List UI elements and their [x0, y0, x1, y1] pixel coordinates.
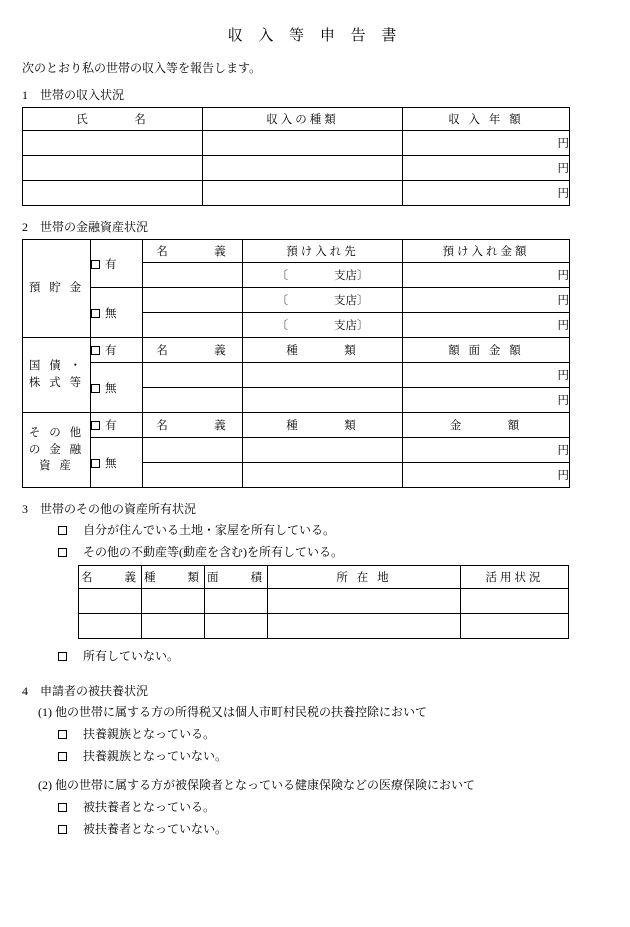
section-4-number: 4: [22, 684, 28, 698]
cell-name[interactable]: [143, 388, 243, 413]
cell-kind[interactable]: [243, 363, 403, 388]
cell-name[interactable]: [23, 156, 203, 181]
section-3-number: 3: [22, 502, 28, 516]
checkbox-label: 無: [105, 382, 117, 395]
group-label-other-assets: [23, 413, 91, 488]
cell-amount[interactable]: 円: [403, 363, 570, 388]
table-header-row: [23, 240, 570, 263]
checkbox-label: 扶養親族となっていない。: [83, 749, 228, 763]
checkbox-icon[interactable]: [58, 652, 67, 661]
checkbox-label: 自分が住んでいる土地・家屋を所有している。: [83, 523, 336, 537]
checkbox-icon[interactable]: [58, 548, 67, 557]
checkbox-icon[interactable]: [58, 803, 67, 812]
cell-branch[interactable]: 〔 支店〕: [243, 288, 403, 313]
col-name: 名 義: [143, 240, 243, 263]
col-name: 氏 名: [23, 108, 203, 131]
cell-kind[interactable]: [142, 589, 205, 614]
cell-name[interactable]: [79, 614, 142, 639]
checkbox-no-property[interactable]: [58, 647, 630, 664]
cell-amount[interactable]: 円: [403, 131, 570, 156]
section-1-number: 1: [22, 88, 28, 102]
checkbox-icon[interactable]: [91, 459, 100, 468]
section-4-title: 申請者の被扶養状況: [40, 684, 149, 698]
sub2-title: 他の世帯に属する方が被保険者となっている健康保険などの医療保険において: [55, 778, 476, 792]
cell-name[interactable]: [143, 363, 243, 388]
checkbox-other-no[interactable]: [91, 438, 143, 488]
checkbox-icon[interactable]: [91, 384, 100, 393]
checkbox-icon[interactable]: [91, 421, 100, 430]
cell-branch[interactable]: 〔 支店〕: [243, 263, 403, 288]
cell-amount[interactable]: 円: [403, 438, 570, 463]
col-kind: 種 類: [243, 338, 403, 363]
checkbox-tax-dependent-no[interactable]: [58, 747, 630, 764]
table-row[interactable]: [23, 288, 570, 313]
col-usage-status: 活用状況: [461, 566, 569, 589]
checkbox-other-yes[interactable]: [91, 413, 143, 438]
col-deposit-place: 預け入れ先: [243, 240, 403, 263]
page-title: 収 入 等 申 告 書: [227, 28, 403, 44]
checkbox-label: 被扶養者となっていない。: [83, 822, 228, 836]
cell-status[interactable]: [461, 589, 569, 614]
checkbox-label: 所有していない。: [83, 649, 180, 663]
checkbox-icon[interactable]: [58, 752, 67, 761]
cell-name[interactable]: [143, 313, 243, 338]
group-label-line2: 株 式 等: [28, 377, 85, 389]
checkbox-bonds-no[interactable]: [91, 363, 143, 413]
section-3-title: 世帯のその他の資産所有状況: [40, 502, 197, 516]
section-2-heading: [22, 218, 630, 235]
cell-location[interactable]: [268, 589, 461, 614]
sub2-number: (2): [38, 778, 52, 792]
section-1-title: 世帯の収入状況: [40, 88, 125, 102]
col-amount: 金 額: [403, 413, 570, 438]
section-2-number: 2: [22, 220, 28, 234]
group-label-bonds: [23, 338, 91, 413]
table-row[interactable]: [23, 181, 570, 206]
checkbox-own-other-property[interactable]: [58, 543, 630, 560]
sub1-number: (1): [38, 705, 52, 719]
col-income-kind: 収入の種類: [203, 108, 403, 131]
cell-name[interactable]: [143, 288, 243, 313]
cell-kind[interactable]: [203, 156, 403, 181]
col-name: 名 義: [143, 413, 243, 438]
section-4-sub2-heading: [38, 776, 630, 793]
cell-amount[interactable]: 円: [403, 313, 570, 338]
checkbox-insurance-dependent-yes[interactable]: [58, 798, 630, 815]
col-face-amount: 額 面 金 額: [403, 338, 570, 363]
checkbox-bonds-yes[interactable]: [91, 338, 143, 363]
cell-kind[interactable]: [243, 438, 403, 463]
group-label-savings: 預 貯 金: [23, 240, 91, 338]
cell-kind[interactable]: [243, 388, 403, 413]
table-row[interactable]: [23, 131, 570, 156]
cell-name[interactable]: [143, 438, 243, 463]
col-kind: 種 類: [142, 566, 205, 589]
cell-name[interactable]: [79, 589, 142, 614]
cell-amount[interactable]: 円: [403, 463, 570, 488]
section-4-sub1-heading: [38, 703, 630, 720]
cell-amount[interactable]: 円: [403, 263, 570, 288]
lead-text: 次のとおり私の世帯の収入等を報告します。: [22, 61, 262, 75]
checkbox-icon[interactable]: [58, 526, 67, 535]
cell-amount[interactable]: 円: [403, 181, 570, 206]
cell-kind[interactable]: [203, 181, 403, 206]
group-label-line2: の 金 融: [28, 443, 85, 456]
checkbox-label: 無: [105, 457, 117, 470]
cell-location[interactable]: [268, 614, 461, 639]
table-header-row: [23, 338, 570, 363]
cell-kind[interactable]: [142, 614, 205, 639]
checkbox-label: 有: [105, 345, 117, 357]
col-area: 面 積: [205, 566, 268, 589]
cell-name[interactable]: [143, 263, 243, 288]
checkbox-label: 有: [105, 420, 117, 432]
cell-area[interactable]: [205, 589, 268, 614]
table-row[interactable]: [23, 363, 570, 388]
table-row[interactable]: [23, 438, 570, 463]
income-table: [22, 107, 570, 206]
cell-kind[interactable]: [203, 131, 403, 156]
checkbox-label: 無: [105, 307, 117, 320]
section-1-heading: [22, 86, 630, 103]
col-kind: 種 類: [243, 413, 403, 438]
col-name: 名 義: [79, 566, 142, 589]
checkbox-tax-dependent-yes[interactable]: [58, 725, 630, 742]
checkbox-label: 扶養親族となっている。: [83, 727, 216, 741]
checkbox-icon[interactable]: [58, 825, 67, 834]
cell-status[interactable]: [461, 614, 569, 639]
cell-amount[interactable]: 円: [403, 156, 570, 181]
group-label-line1: そ の 他: [28, 426, 85, 439]
cell-kind[interactable]: [243, 463, 403, 488]
cell-branch[interactable]: 〔 支店〕: [243, 313, 403, 338]
cell-amount[interactable]: 円: [403, 288, 570, 313]
document-page: [0, 24, 630, 927]
checkbox-label: 有: [105, 258, 117, 271]
sub1-title: 他の世帯に属する方の所得税又は個人市町村民税の扶養控除において: [55, 705, 428, 719]
table-header-row: [23, 413, 570, 438]
table-row[interactable]: [79, 614, 569, 639]
checkbox-label: 被扶養者となっている。: [83, 800, 216, 814]
cell-name[interactable]: [143, 463, 243, 488]
cell-name[interactable]: [23, 131, 203, 156]
checkbox-icon[interactable]: [91, 346, 100, 355]
checkbox-icon[interactable]: [91, 309, 100, 318]
col-location: 所 在 地: [268, 566, 461, 589]
checkbox-insurance-dependent-no[interactable]: [58, 820, 630, 837]
group-label-line3: 資 産: [39, 460, 74, 473]
group-label-line1: 国 債 ・: [28, 360, 85, 373]
checkbox-label: その他の不動産等(動産を含む)を所有している。: [83, 545, 343, 559]
table-row[interactable]: [79, 589, 569, 614]
checkbox-icon[interactable]: [58, 730, 67, 739]
cell-area[interactable]: [205, 614, 268, 639]
table-header-row: [79, 566, 569, 589]
checkbox-own-residence[interactable]: [58, 521, 630, 538]
table-header-row: [23, 108, 570, 131]
table-row[interactable]: [23, 156, 570, 181]
cell-name[interactable]: [23, 181, 203, 206]
col-name: 名 義: [143, 338, 243, 363]
property-table: [78, 565, 569, 639]
section-3-heading: [22, 500, 630, 517]
section-4-heading: [22, 682, 630, 699]
section-2-title: 世帯の金融資産状況: [40, 220, 149, 234]
col-deposit-amount: 預け入れ金額: [403, 240, 570, 263]
checkbox-savings-yes[interactable]: [91, 240, 143, 288]
financial-assets-table: [22, 239, 570, 488]
checkbox-savings-no[interactable]: [91, 288, 143, 338]
col-income-amount: 収 入 年 額: [403, 108, 570, 131]
checkbox-icon[interactable]: [91, 260, 100, 269]
cell-amount[interactable]: 円: [403, 388, 570, 413]
